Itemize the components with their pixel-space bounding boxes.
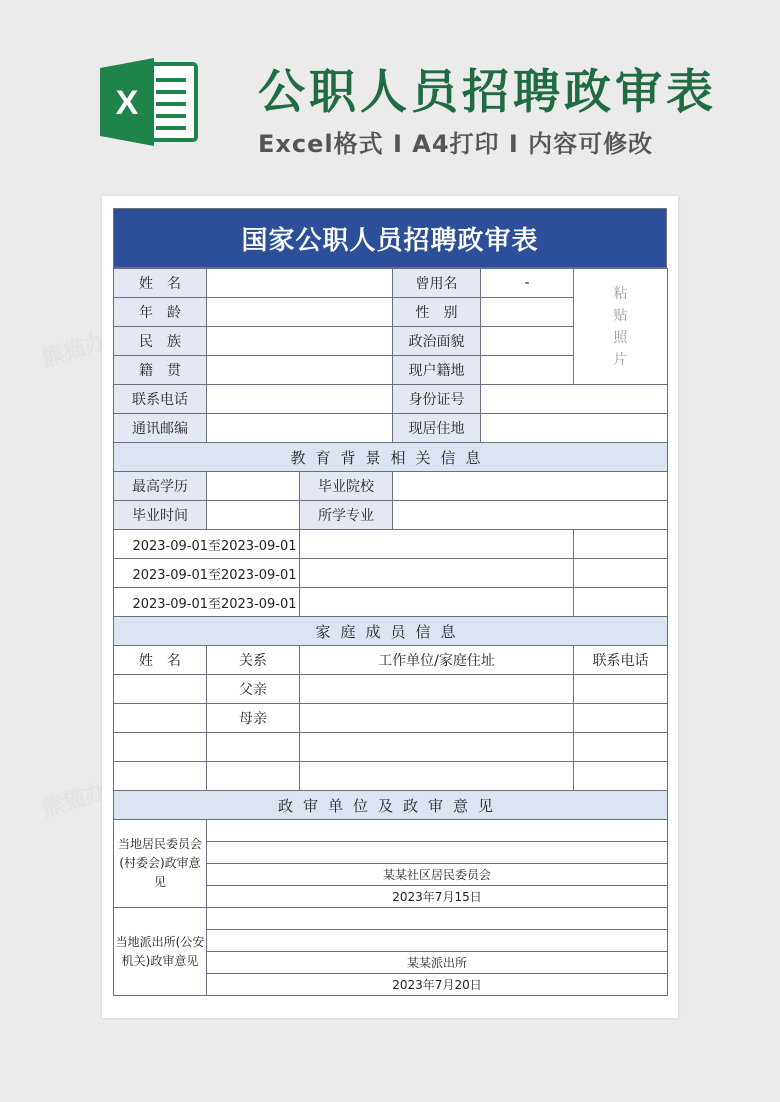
education-note-cell[interactable]: [574, 588, 668, 617]
label-native-place: 籍 贯: [114, 356, 207, 385]
education-school-cell[interactable]: [300, 530, 574, 559]
input-native-place[interactable]: [207, 356, 393, 385]
education-note-cell[interactable]: [574, 559, 668, 588]
label-former-name: 曾用名: [393, 269, 481, 298]
page-header: [0, 0, 780, 185]
input-id-number[interactable]: [481, 385, 668, 414]
label-political-status: 政治面貌: [393, 327, 481, 356]
family-member-name[interactable]: [114, 675, 207, 704]
label-address: 现居住地: [393, 414, 481, 443]
page-title: 公职人员招聘政审表: [258, 65, 717, 120]
input-school[interactable]: [393, 472, 668, 501]
family-member-phone[interactable]: [574, 675, 668, 704]
input-phone[interactable]: [207, 385, 393, 414]
education-period[interactable]: 2023-09-01至2023-09-01: [114, 559, 300, 588]
family-member-phone[interactable]: [574, 733, 668, 762]
input-highest-degree[interactable]: [207, 472, 300, 501]
section-family: 家庭成员信息: [114, 617, 668, 646]
input-ethnicity[interactable]: [207, 327, 393, 356]
committee-date[interactable]: 2023年7月15日: [207, 886, 668, 908]
watermark: 熊猫办公: [38, 321, 131, 373]
family-member-name[interactable]: [114, 704, 207, 733]
family-member-workplace[interactable]: [300, 675, 574, 704]
police-opinion-line[interactable]: [207, 908, 668, 930]
committee-org[interactable]: 某某社区居民委员会: [207, 864, 668, 886]
input-political-status[interactable]: [481, 327, 574, 356]
label-police-review: 当地派出所(公安机关)政审意见: [114, 908, 207, 996]
education-school-cell[interactable]: [300, 559, 574, 588]
form-title: 国家公职人员招聘政审表: [113, 208, 667, 268]
label-highest-degree: 最高学历: [114, 472, 207, 501]
family-header-workplace: 工作单位/家庭住址: [300, 646, 574, 675]
family-member-workplace[interactable]: [300, 762, 574, 791]
label-age: 年 龄: [114, 298, 207, 327]
label-phone: 联系电话: [114, 385, 207, 414]
family-member-workplace[interactable]: [300, 704, 574, 733]
photo-placeholder[interactable]: 粘 贴 照 片: [574, 269, 668, 385]
input-mail-code[interactable]: [207, 414, 393, 443]
family-member-phone[interactable]: [574, 762, 668, 791]
label-name: 姓 名: [114, 269, 207, 298]
family-member-name[interactable]: [114, 733, 207, 762]
review-form: [113, 208, 667, 996]
label-id-number: 身份证号: [393, 385, 481, 414]
input-hukou[interactable]: [481, 356, 574, 385]
section-review: 政审单位及政审意见: [114, 791, 668, 820]
education-period[interactable]: 2023-09-01至2023-09-01: [114, 530, 300, 559]
family-header-phone: 联系电话: [574, 646, 668, 675]
svg-text:X: X: [115, 84, 139, 122]
police-org[interactable]: 某某派出所: [207, 952, 668, 974]
input-age[interactable]: [207, 298, 393, 327]
input-name[interactable]: [207, 269, 393, 298]
label-committee-review: 当地居民委员会(村委会)政审意见: [114, 820, 207, 908]
family-member-workplace[interactable]: [300, 733, 574, 762]
family-member-relation[interactable]: [207, 733, 300, 762]
label-school: 毕业院校: [300, 472, 393, 501]
input-address[interactable]: [481, 414, 668, 443]
committee-opinion-line[interactable]: [207, 820, 668, 842]
watermark: 熊猫办公: [38, 771, 131, 823]
police-date[interactable]: 2023年7月20日: [207, 974, 668, 996]
label-mail-code: 通讯邮编: [114, 414, 207, 443]
family-member-name[interactable]: [114, 762, 207, 791]
label-gender: 性 别: [393, 298, 481, 327]
form-grid: [113, 268, 668, 996]
education-note-cell[interactable]: [574, 530, 668, 559]
input-grad-time[interactable]: [207, 501, 300, 530]
police-opinion-line[interactable]: [207, 930, 668, 952]
family-member-relation[interactable]: [207, 762, 300, 791]
label-major: 所学专业: [300, 501, 393, 530]
section-education: 教育背景相关信息: [114, 443, 668, 472]
family-member-relation[interactable]: 母亲: [207, 704, 300, 733]
education-school-cell[interactable]: [300, 588, 574, 617]
input-gender[interactable]: [481, 298, 574, 327]
family-member-relation[interactable]: 父亲: [207, 675, 300, 704]
label-hukou: 现户籍地: [393, 356, 481, 385]
family-member-phone[interactable]: [574, 704, 668, 733]
education-period[interactable]: 2023-09-01至2023-09-01: [114, 588, 300, 617]
family-header-relation: 关系: [207, 646, 300, 675]
family-header-name: 姓 名: [114, 646, 207, 675]
input-former-name[interactable]: -: [481, 269, 574, 298]
page-subtitle: Excel格式 I A4打印 I 内容可修改: [258, 130, 654, 158]
label-ethnicity: 民 族: [114, 327, 207, 356]
excel-icon: [98, 56, 200, 148]
label-grad-time: 毕业时间: [114, 501, 207, 530]
committee-opinion-line[interactable]: [207, 842, 668, 864]
input-major[interactable]: [393, 501, 668, 530]
